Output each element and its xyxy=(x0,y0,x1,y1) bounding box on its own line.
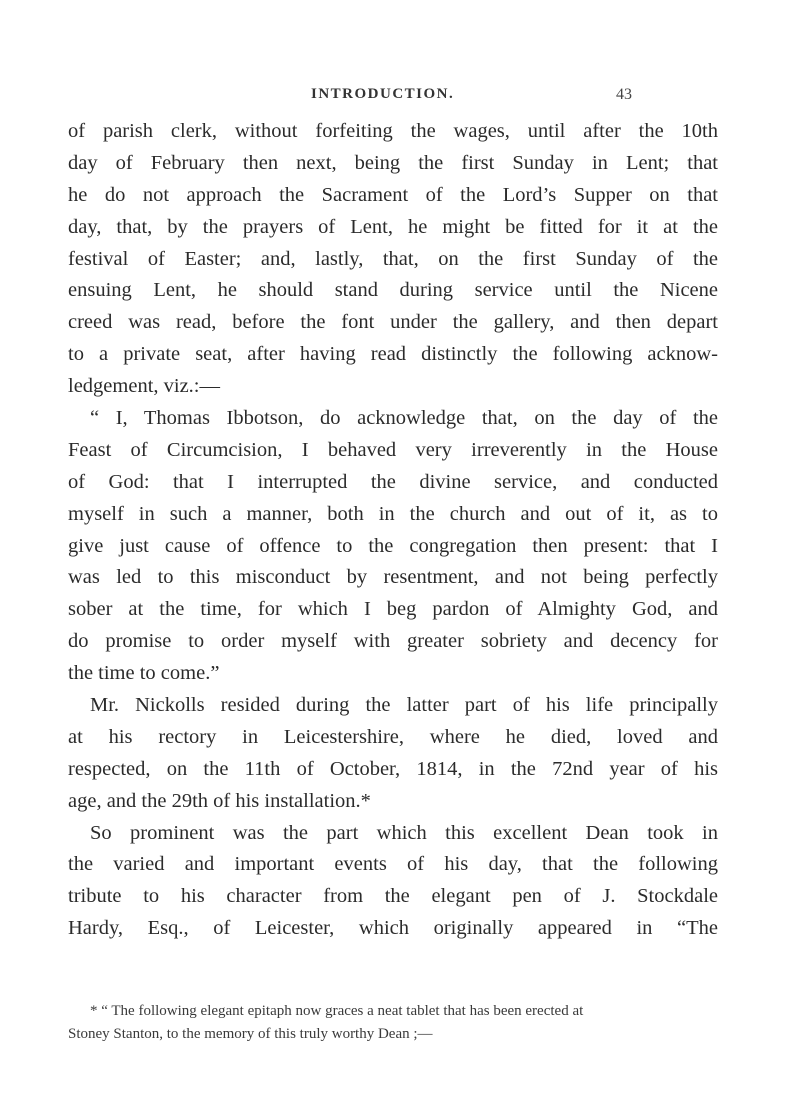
text-line: festival of Easter; and, lastly, that, on the first Sunday of the xyxy=(68,247,718,270)
text-line: do promise to order myself with greater sobriety and decency for xyxy=(68,630,718,653)
text-line: Hardy, Esq., of Leicester, which originally appeared in “The xyxy=(68,917,718,940)
footnote-line: * “ The following elegant epitaph now graces a neat tablet that has been erected at xyxy=(90,1003,584,1019)
text-line: the time to come.” xyxy=(68,662,220,685)
text-line: to a private seat, after having read distinctly the following acknow- xyxy=(68,343,718,366)
text-line: Mr. Nickolls resided during the latter part of his life principally xyxy=(90,694,718,717)
text-line: creed was read, before the font under the gallery, and then depart xyxy=(68,311,718,334)
text-line: he do not approach the Sacrament of the Lord’s Supper on that xyxy=(68,183,718,206)
text-line: respected, on the 11th of October, 1814, in the 72nd year of his xyxy=(68,757,718,780)
text-line: myself in such a manner, both in the church and out of it, as to xyxy=(68,502,718,525)
text-line: sober at the time, for which I beg pardon of Almighty God, and xyxy=(68,598,718,621)
footnote-line: Stoney Stanton, to the memory of this truly worthy Dean ;— xyxy=(68,1026,433,1042)
running-title: INTRODUCTION. xyxy=(311,86,455,102)
text-line: tribute to his character from the elegant pen of J. Stockdale xyxy=(68,885,718,908)
text-line: of God: that I interrupted the divine service, and conducted xyxy=(68,470,718,493)
page-number: 43 xyxy=(616,86,632,103)
text-line: the varied and important events of his day, that the following xyxy=(68,853,718,876)
text-line: ensuing Lent, he should stand during service until the Nicene xyxy=(68,279,718,302)
text-line: day of February then next, being the first Sunday in Lent; that xyxy=(68,151,718,174)
text-line: age, and the 29th of his installation.* xyxy=(68,789,371,812)
text-line: “ I, Thomas Ibbotson, do acknowledge that, on the day of the xyxy=(90,407,718,430)
text-line: Feast of Circumcision, I behaved very irreverently in the House xyxy=(68,438,718,461)
text-line: at his rectory in Leicestershire, where he died, loved and xyxy=(68,725,718,748)
text-line: day, that, by the prayers of Lent, he might be fitted for it at the xyxy=(68,215,718,238)
text-line: give just cause of offence to the congregation then present: that I xyxy=(68,534,718,557)
body-text xyxy=(68,116,718,945)
text-line: was led to this misconduct by resentment, and not being perfectly xyxy=(68,566,718,589)
text-line: of parish clerk, without forfeiting the wages, until after the 10th xyxy=(68,120,718,142)
text-line: So prominent was the part which this excellent Dean took in xyxy=(90,821,718,844)
text-line: ledgement, viz.:— xyxy=(68,375,220,398)
page-header xyxy=(0,86,800,112)
footnote xyxy=(68,1000,718,1046)
